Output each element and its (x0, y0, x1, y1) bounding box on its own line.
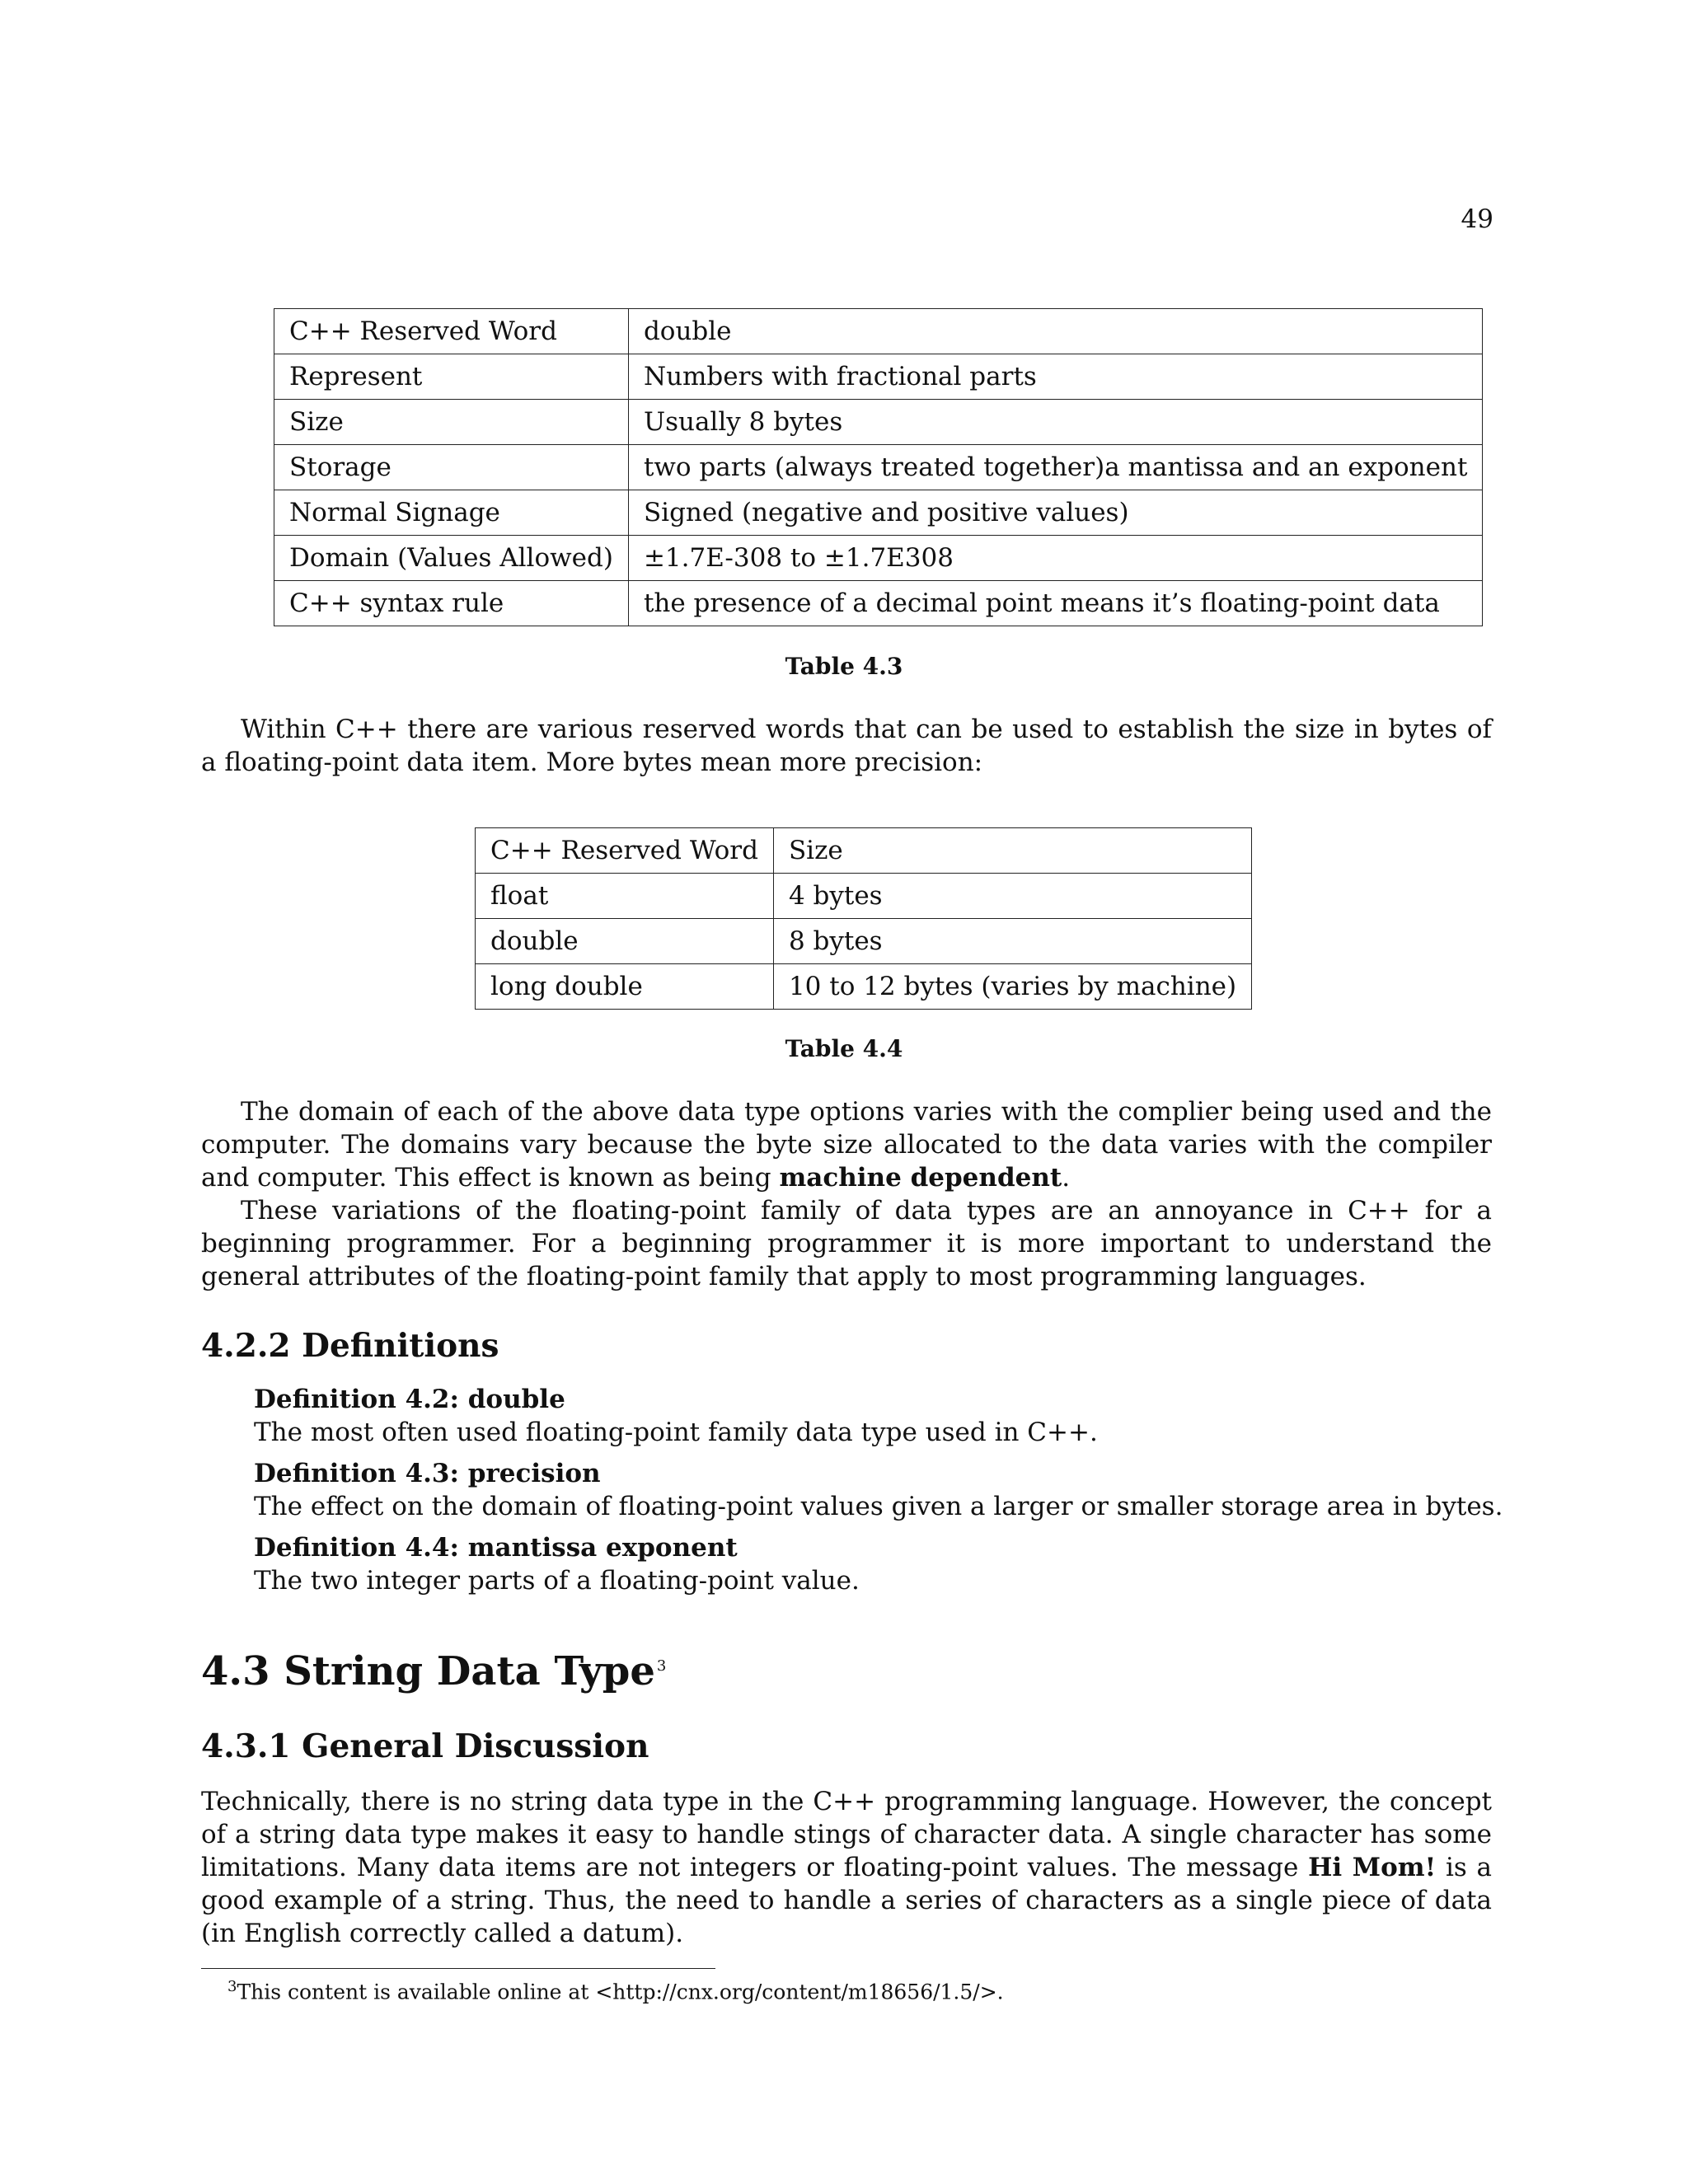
table-cell-key: Domain (Values Allowed) (274, 536, 629, 581)
table-cell-key: C++ Reserved Word (476, 828, 774, 874)
definition-body: The effect on the domain of floating-point values given a larger or smaller storage area in bytes. (254, 1492, 1503, 1521)
paragraph: These variations of the floating-point family of data types are an annoyance in C++ for a beginning programmer. For a beginning programmer it is more important to understand the general attributes of the floating-point family that apply to most programming languages. (201, 1196, 1492, 1291)
table-cell-value: ±1.7E-308 to ±1.7E308 (628, 536, 1482, 581)
table-4-4 (475, 827, 1252, 1010)
definition (254, 1383, 1098, 1449)
section-heading (201, 1648, 666, 1694)
table-cell-key: float (476, 874, 774, 919)
paragraph-text: . (1062, 1163, 1071, 1193)
table-4-3 (274, 308, 1483, 626)
table-row (476, 828, 1252, 874)
page-number: 49 (1461, 204, 1493, 234)
paragraph (201, 1785, 1492, 1950)
table-cell-value: Size (773, 828, 1251, 874)
table-cell-value: Usually 8 bytes (628, 400, 1482, 445)
table-row (274, 536, 1483, 581)
bold-term: Hi Mom! (1308, 1853, 1437, 1882)
table-cell-value: the presence of a decimal point means it’s floating-point data (628, 581, 1482, 626)
table-caption: Table 4.4 (785, 1035, 903, 1062)
footnote (227, 1973, 1004, 2006)
table-row (274, 309, 1483, 354)
definition-title: Definition 4.4: mantissa exponent (254, 1533, 738, 1563)
definition (254, 1531, 860, 1597)
table-cell-value: Numbers with fractional parts (628, 354, 1482, 400)
footnote-mark: 3 (656, 1657, 667, 1675)
table-cell-key: double (476, 919, 774, 964)
footnote-text: This content is available online at <http://cnx.org/content/m18656/1.5/>. (237, 1980, 1004, 2004)
definition (254, 1457, 1503, 1523)
table-cell-value: 10 to 12 bytes (varies by machine) (773, 964, 1251, 1010)
table-row (274, 354, 1483, 400)
bold-term: machine dependent (779, 1163, 1062, 1193)
table-row (476, 874, 1252, 919)
subsection-heading: 4.2.2 Definitions (201, 1327, 499, 1365)
footnote-divider (201, 1968, 715, 1969)
table-cell-key: Storage (274, 445, 629, 490)
table-cell-value: Signed (negative and positive values) (628, 490, 1482, 536)
table-row (274, 581, 1483, 626)
table-cell-key: Normal Signage (274, 490, 629, 536)
section-heading-text: 4.3 String Data Type (201, 1648, 655, 1694)
table-row (274, 445, 1483, 490)
table-cell-key: C++ Reserved Word (274, 309, 629, 354)
definition-title: Definition 4.2: double (254, 1385, 565, 1414)
table-caption: Table 4.3 (785, 653, 903, 680)
table-cell-key: Size (274, 400, 629, 445)
paragraph (201, 1095, 1492, 1194)
table-row (476, 919, 1252, 964)
paragraph: Within C++ there are various reserved words that can be used to establish the size in bytes of a floating-point data item. More bytes mean more precision: (201, 715, 1492, 777)
table-cell-value: 8 bytes (773, 919, 1251, 964)
table-row (274, 400, 1483, 445)
table-cell-key: Represent (274, 354, 629, 400)
table-cell-value: 4 bytes (773, 874, 1251, 919)
table-row (274, 490, 1483, 536)
paragraph-text: Technically, there is no string data type in the C++ programming language. However, the concept of a string data type makes it easy to handle stings of character data. A single character has some limitations. Many data items are not integers or floating-point values. The message (201, 1787, 1492, 1882)
paragraph-text: The domain of each of the above data type options varies with the complier being used and the computer. The domains vary because the byte size allocated to the data varies with the compiler and computer. This effect is known as being (201, 1097, 1492, 1193)
footnote-mark: 3 (227, 1978, 237, 1995)
definition-body: The most often used floating-point family data type used in C++. (254, 1418, 1098, 1447)
table-cell-key: C++ syntax rule (274, 581, 629, 626)
paragraph-text: is a good example of a string. Thus, the need to handle a series of characters as a single piece of data (in English correctly called a datum). (201, 1853, 1493, 1948)
table-cell-key: long double (476, 964, 774, 1010)
definition-title: Definition 4.3: precision (254, 1459, 601, 1488)
table-cell-value: two parts (always treated together)a mantissa and an exponent (628, 445, 1482, 490)
subsection-heading: 4.3.1 General Discussion (201, 1727, 649, 1765)
table-cell-value: double (628, 309, 1482, 354)
table-row (476, 964, 1252, 1010)
definition-body: The two integer parts of a floating-point value. (254, 1566, 860, 1596)
